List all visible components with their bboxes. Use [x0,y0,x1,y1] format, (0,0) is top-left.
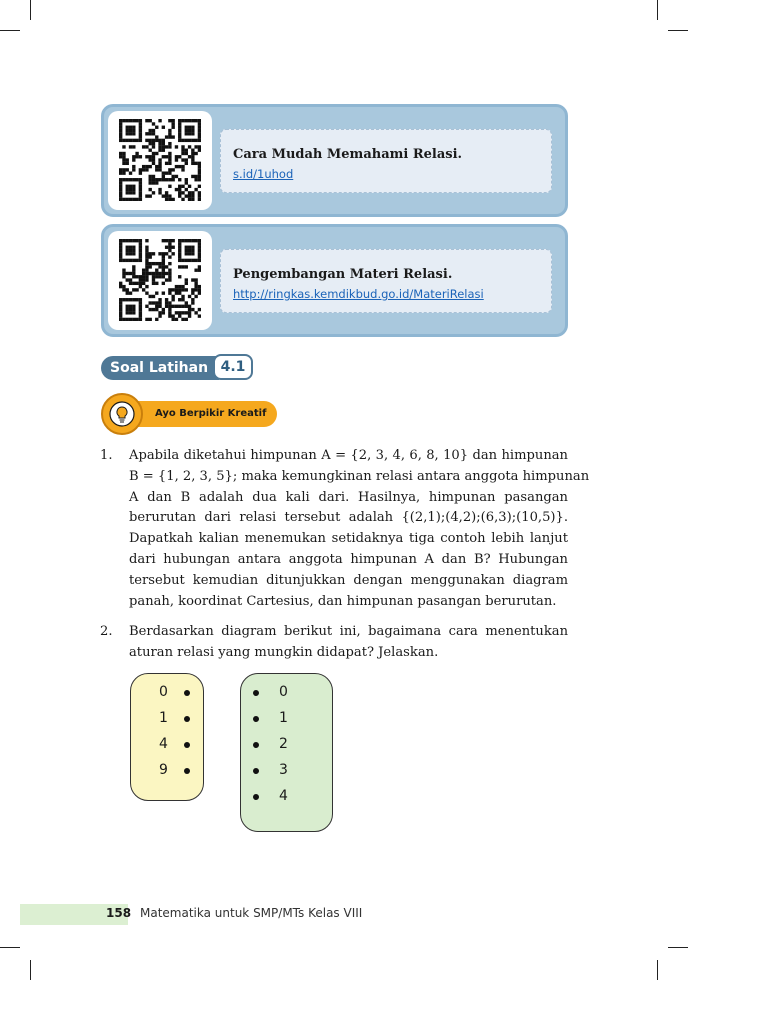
resource-title: Pengembangan Materi Relasi. [233,267,453,282]
question-line: A dan B adalah dua kali dari. Hasilnya, himpunan pasangan [129,489,568,505]
question-text [129,622,568,664]
crop-mark [30,960,31,980]
question-line: panah, koordinat Cartesius, dan himpunan pasangan berurutan. [129,593,557,609]
resource-link[interactable]: s.id/1uhod [233,167,294,181]
set-element: 4 [159,736,168,752]
resource-info [220,129,552,193]
left-set-oval [130,673,204,801]
set-dot [253,742,259,748]
question-line: berurutan dari relasi tersebut adalah {(2,1);(4,2);(6,3);(10,5)}. [129,510,568,526]
crop-mark [668,30,688,31]
question-line: tersebut kemudian ditunjukkan dengan menggunakan diagram [129,572,568,588]
question-text [129,446,590,612]
question [100,446,590,616]
book-title: Matematika untuk SMP/MTs Kelas VIII [140,906,363,920]
set-element: 4 [279,788,288,804]
set-dot [184,768,190,774]
question-line: Berdasarkan diagram berikut ini, bagaimana cara menentukan [129,624,568,639]
set-dot [253,768,259,774]
crop-mark [657,960,658,980]
qr-code-icon [119,239,201,321]
question [100,622,568,666]
resource-info [220,249,552,313]
ayo-berpikir-label: Ayo Berpikir Kreatif [127,401,277,427]
exercise-number: 4.1 [213,354,253,380]
lightbulb-badge [101,393,143,435]
right-set-oval [240,673,333,832]
crop-mark [668,947,688,948]
question-line: aturan relasi yang mungkin didapat? Jelaskan. [129,644,439,660]
question-line: Apabila diketahui himpunan A = {2, 3, 4, 6, 8, 10} dan himpunan [129,448,568,463]
set-dot [184,716,190,722]
exercise-label: Soal Latihan [101,356,219,380]
exercise-header [101,356,249,382]
resource-card [101,224,568,337]
crop-mark [0,947,20,948]
set-element: 9 [159,762,168,778]
question-line: B = {1, 2, 3, 5}; maka kemungkinan relasi antara anggota himpunan [129,468,590,484]
question-line: dari hubungan antara anggota himpunan A dan B? Hubungan [129,551,568,567]
question-number: 2. [100,624,113,639]
set-dot [184,742,190,748]
qr-code-frame [108,111,212,210]
set-dot [253,794,259,800]
set-dot [253,716,259,722]
page-number: 158 [106,906,132,920]
crop-mark [0,30,20,31]
crop-mark [30,0,31,20]
resource-card [101,104,568,217]
resource-title: Cara Mudah Memahami Relasi. [233,147,463,162]
qr-code-frame [108,231,212,330]
set-dot [253,690,259,696]
set-dot [184,690,190,696]
set-element: 1 [279,710,288,726]
crop-mark [657,0,658,20]
set-element: 1 [159,710,168,726]
resource-link[interactable]: http://ringkas.kemdikbud.go.id/MateriRelasi [233,287,484,301]
ayo-berpikir-badge [101,393,279,437]
set-element: 0 [279,684,288,700]
set-element: 0 [159,684,168,700]
set-element: 3 [279,762,288,778]
qr-code-icon [119,119,201,201]
set-element: 2 [279,736,288,752]
question-number: 1. [100,448,113,463]
question-line: Dapatkah kalian menemukan setidaknya tiga contoh lebih lanjut [129,531,568,547]
lightbulb-icon [109,401,135,427]
